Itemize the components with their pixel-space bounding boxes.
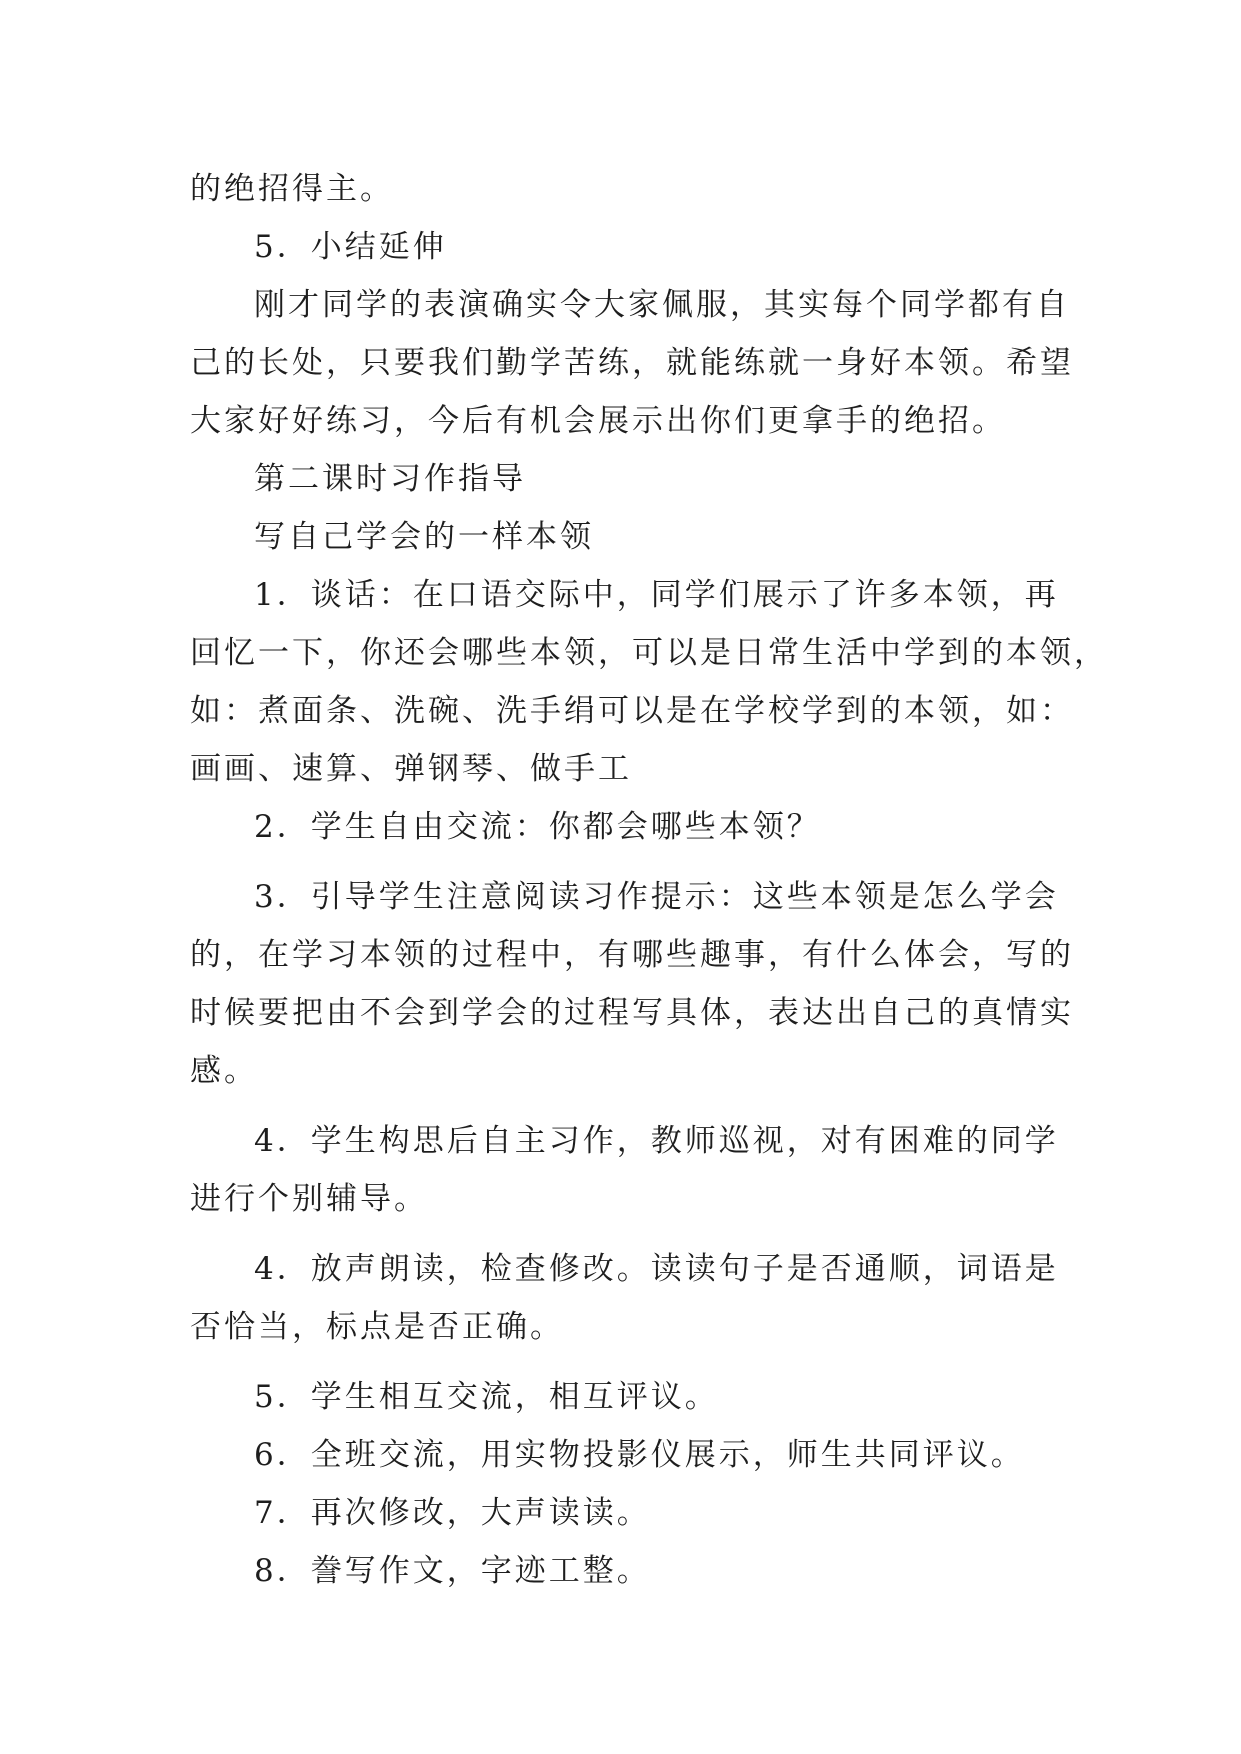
paragraph-line: 进行个别辅导。 xyxy=(190,1181,428,1217)
paragraph-line: 己的长处，只要我们勤学苦练，就能练就一身好本领。希望 xyxy=(190,345,1074,381)
paragraph-line: 4．放声朗读，检查修改。读读句子是否通顺，词语是 xyxy=(254,1251,1059,1287)
text-line: 的绝招得主。 xyxy=(190,171,394,207)
paragraph-line: 感。 xyxy=(190,1053,258,1089)
paragraph-line: 的，在学习本领的过程中，有哪些趣事，有什么体会，写的 xyxy=(190,937,1074,973)
paragraph-line: 2．学生自由交流：你都会哪些本领？ xyxy=(254,809,821,845)
section-heading: 第二课时习作指导 xyxy=(254,461,526,497)
section-subheading: 写自己学会的一样本领 xyxy=(254,519,594,555)
paragraph-line: 5．学生相互交流，相互评议。 xyxy=(254,1379,719,1415)
paragraph-line: 画画、速算、弹钢琴、做手工 xyxy=(190,751,632,787)
paragraph-line: 7．再次修改，大声读读。 xyxy=(254,1495,651,1531)
document-body xyxy=(190,160,1108,1600)
paragraph-line: 6．全班交流，用实物投影仪展示，师生共同评议。 xyxy=(254,1437,1025,1473)
paragraph-line: 4．学生构思后自主习作，教师巡视，对有困难的同学 xyxy=(254,1123,1059,1159)
paragraph-line: 如：煮面条、洗碗、洗手绢可以是在学校学到的本领，如： xyxy=(190,693,1074,729)
paragraph-line: 否恰当，标点是否正确。 xyxy=(190,1309,564,1345)
section-heading: 5．小结延伸 xyxy=(254,229,447,265)
paragraph-line: 刚才同学的表演确实令大家佩服，其实每个同学都有自 xyxy=(254,287,1070,323)
paragraph-line: 8．誊写作文，字迹工整。 xyxy=(254,1553,651,1589)
paragraph-line: 大家好好练习，今后有机会展示出你们更拿手的绝招。 xyxy=(190,403,1006,439)
paragraph-line: 回忆一下，你还会哪些本领，可以是日常生活中学到的本领， xyxy=(190,635,1108,671)
paragraph-line: 1．谈话：在口语交际中，同学们展示了许多本领，再 xyxy=(254,577,1059,613)
paragraph-line: 时候要把由不会到学会的过程写具体，表达出自己的真情实 xyxy=(190,995,1074,1031)
paragraph-line: 3．引导学生注意阅读习作提示：这些本领是怎么学会 xyxy=(254,879,1059,915)
